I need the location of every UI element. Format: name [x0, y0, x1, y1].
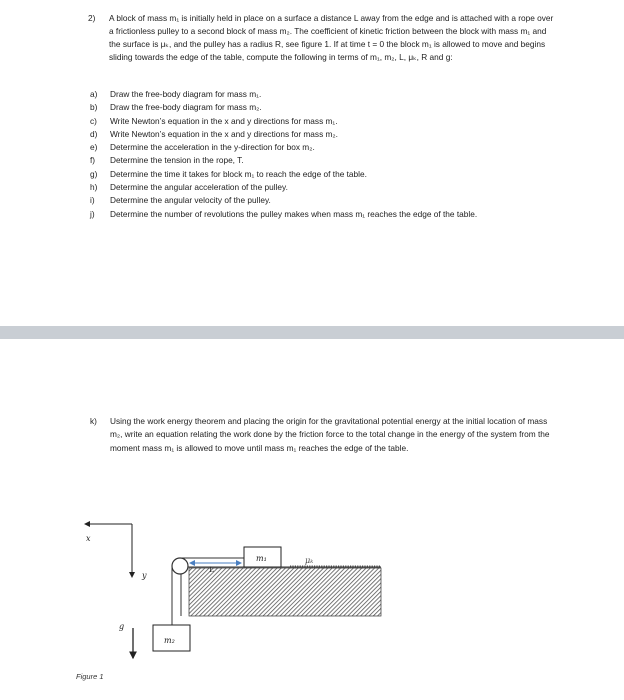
figure-1-diagram [0, 505, 624, 700]
part-label: j) [90, 208, 95, 219]
gravity-label: g [119, 622, 125, 631]
part-text: Determine the acceleration in the y-direction for box m₂. [110, 142, 315, 153]
question-part-g [90, 168, 560, 181]
question-part-j [90, 208, 560, 221]
question-part-b [90, 101, 560, 114]
question-part-a [90, 88, 560, 101]
part-label: d) [90, 128, 98, 139]
question-part-c [90, 115, 560, 128]
part-label: e) [90, 142, 98, 153]
part-text: Draw the free-body diagram for mass m₂. [110, 102, 262, 113]
part-text: Write Newton’s equation in the x and y directions for mass m₂. [110, 128, 338, 139]
part-text: Determine the angular acceleration of the pulley. [110, 182, 288, 193]
part-label: g) [90, 168, 98, 179]
part-text: Using the work energy theorem and placing the origin for the gravitational potential energy at the initial location of mass m₂, write an equation relating the work done by the friction force to the total change in the energy of the system from the moment mass m₁ is allowed to move until mass m₁ reaches the edge of the table. [110, 416, 550, 453]
part-label: f) [90, 155, 96, 166]
part-label: i) [90, 195, 95, 206]
question-part-i [90, 194, 560, 207]
problem-intro: A block of mass m₁ is initially held in place on a surface a distance L away from the edge and is attached with a rope over a frictionless pulley to a second block of mass m₂. The coefficient of kinetic friction between the block with mass m₁ and the surface is μₖ, and the pulley has a radius R, see figure 1. If at time t = 0 the block m₁ is allowed to move and begins sliding towards the edge of the table, compute the following in terms of m₁, m₂, L, μₖ, R and g: [109, 13, 554, 62]
part-text: Determine the tension in the rope, T. [110, 155, 244, 166]
part-label: h) [90, 182, 98, 193]
part-label: a) [90, 89, 98, 99]
part-label: c) [90, 115, 97, 126]
x-axis-label: x [86, 534, 91, 543]
figure-caption: Figure 1 [76, 672, 104, 681]
question-part-k [90, 415, 560, 455]
question-part-d [90, 128, 560, 141]
table-hatched-body [189, 568, 381, 616]
question-part-f [90, 154, 560, 167]
part-label: b) [90, 102, 98, 113]
distance-label: L [209, 566, 214, 574]
question-part-h [90, 181, 560, 194]
part-text: Draw the free-body diagram for mass m₁. [110, 89, 262, 99]
part-text: Write Newton’s equation in the x and y directions for mass m₁. [110, 115, 338, 126]
question-part-e [90, 141, 560, 154]
part-text: Determine the time it takes for block m₁ to reach the edge of the table. [110, 168, 367, 179]
block-m2-label: m₂ [164, 636, 175, 645]
part-text: Determine the number of revolutions the pulley makes when mass m₁ reaches the edge of the table. [110, 208, 478, 219]
block-m1-label: m₁ [256, 554, 267, 563]
friction-coefficient-label: μₖ [305, 556, 314, 565]
pulley [172, 558, 188, 574]
problem-number: 2) [88, 13, 96, 23]
problem-statement [88, 12, 558, 64]
part-text: Determine the angular velocity of the pulley. [110, 195, 271, 206]
question-parts-list [90, 88, 560, 221]
y-axis-label: y [142, 571, 147, 580]
part-label: k) [90, 416, 97, 426]
section-divider-bar [0, 326, 624, 339]
